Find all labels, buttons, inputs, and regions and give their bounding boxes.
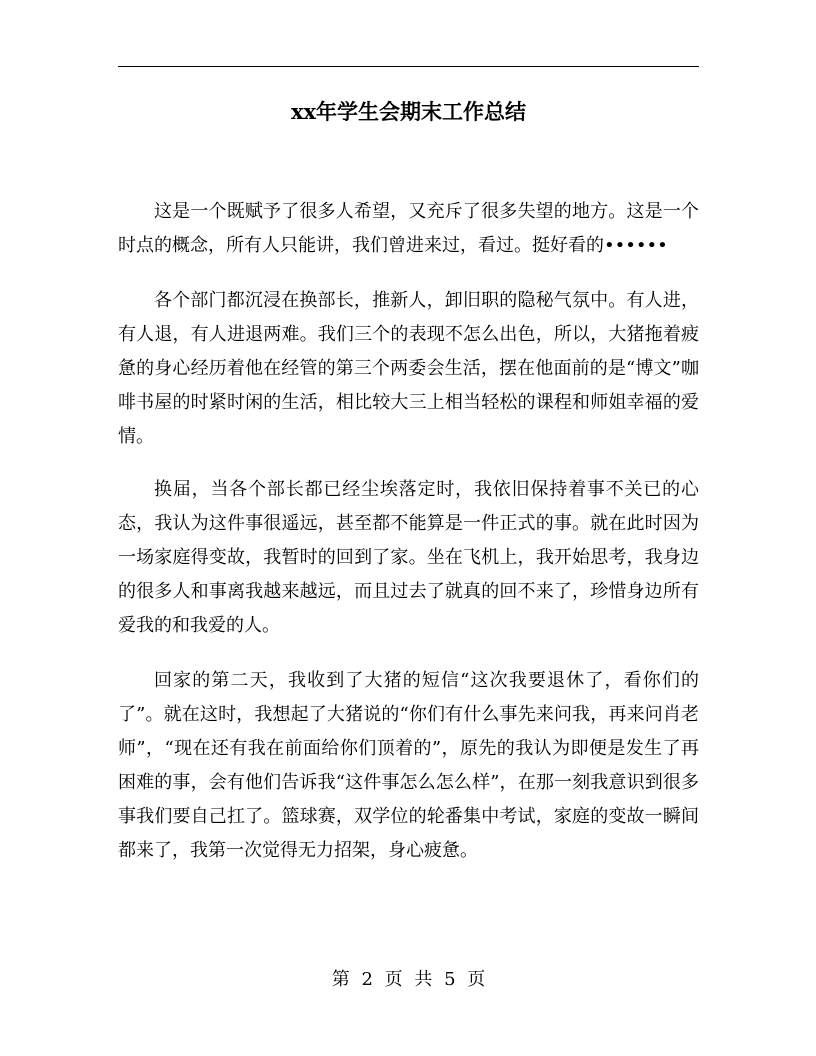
document-title: xx年学生会期末工作总结 bbox=[290, 99, 527, 124]
paragraph-2: 各个部门都沉浸在换部长，推新人，卸旧职的隐秘气氛中。有人进，有人退，有人进退两难。我们三个的表现不怎么出色，所以，大猪拖着疲惫的身心经历着他在经管的第三个两委会生活，摆在他面前的是“博文”咖啡书屋的时紧时闲的生活，相比较大三上相当轻松的课程和师姐幸福的爱情。 bbox=[118, 290, 699, 447]
paragraph-4: 回家的第二天，我收到了大猪的短信“这次我要退休了，看你们的了”。就在这时，我想起了大猪说的“你们有什么事先来问我，再来问肖老师”，“现在还有我在前面给你们顶着的”，原先的我认为即便是发生了再困难的事，会有他们告诉我“这件事怎么怎么样”，在那一刻我意识到很多事我们要自己扛了。篮球赛，双学位的轮番集中考试，家庭的变故一瞬间都来了，我第一次觉得无力招架，身心疲惫。 bbox=[118, 670, 699, 861]
document-body bbox=[118, 195, 699, 889]
page-number-footer: 第 2 页 共 5 页 bbox=[331, 969, 486, 990]
header-rule bbox=[118, 66, 699, 67]
paragraph-1: 这是一个既赋予了很多人希望，又充斥了很多失望的地方。这是一个时点的概念，所有人只能讲，我们曾进来过，看过。挺好看的•••••• bbox=[118, 201, 699, 256]
paragraph-3: 换届，当各个部长都已经尘埃落定时，我依旧保持着事不关已的心态，我认为这件事很遥远，甚至都不能算是一件正式的事。就在此时因为一场家庭得变故，我暂时的回到了家。坐在飞机上，我开始思考，我身边的很多人和事离我越来越远，而且过去了就真的回不来了，珍惜身边所有爱我的和我爱的人。 bbox=[118, 479, 699, 636]
